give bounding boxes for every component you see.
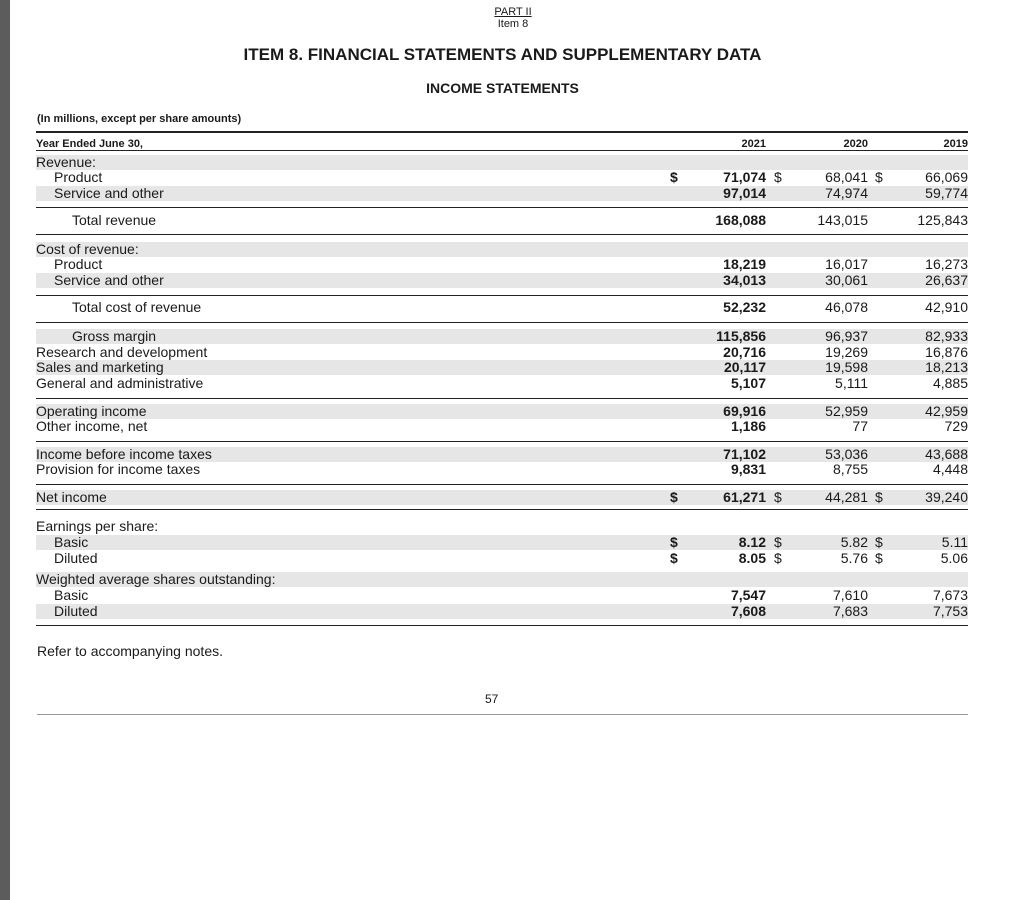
row-value-2021: 71,102	[723, 446, 766, 462]
row-value-2021: 71,074	[723, 169, 766, 185]
row-value-2019: 5.06	[940, 550, 968, 566]
currency-symbol: $	[875, 489, 883, 505]
row-value-2020: 5.76	[840, 550, 868, 566]
row-value-2020: 143,015	[817, 212, 868, 228]
table-row	[36, 273, 968, 288]
row-value-2021: 34,013	[723, 272, 766, 288]
year-header-2: 2020	[843, 138, 868, 150]
row-value-2019: 18,213	[925, 359, 968, 375]
table-row	[36, 155, 968, 170]
page-number: 57	[485, 692, 499, 706]
row-value-2019: 16,273	[925, 256, 968, 272]
row-label: Income before income taxes	[36, 446, 212, 462]
currency-symbol: $	[875, 550, 883, 566]
currency-symbol: $	[774, 534, 782, 550]
row-value-2021: 168,088	[715, 212, 766, 228]
year-header-1: 2021	[741, 138, 766, 150]
footnote: Refer to accompanying notes.	[37, 643, 223, 659]
page-title: ITEM 8. FINANCIAL STATEMENTS AND SUPPLEMENTARY DATA	[243, 45, 762, 64]
currency-symbol: $	[875, 169, 883, 185]
table-row	[36, 604, 968, 619]
row-value-2019: 16,876	[925, 344, 968, 360]
row-value-2021: 18,219	[723, 256, 766, 272]
table-row	[36, 345, 968, 360]
table-row	[36, 551, 968, 566]
row-value-2021: 69,916	[723, 403, 766, 419]
table-row	[36, 186, 968, 201]
currency-symbol: $	[875, 534, 883, 550]
row-value-2020: 44,281	[825, 489, 868, 505]
table-row	[36, 535, 968, 550]
row-value-2021: 61,271	[723, 489, 766, 505]
row-value-2019: 66,069	[925, 169, 968, 185]
row-label: Total revenue	[72, 212, 157, 228]
table-row	[36, 329, 968, 344]
row-value-2020: 7,683	[832, 603, 868, 619]
row-value-2020: 7,610	[832, 587, 868, 603]
table-rule	[36, 484, 968, 485]
row-label: Product	[54, 256, 103, 272]
table-row	[36, 419, 968, 434]
row-value-2021: 8.12	[738, 534, 766, 550]
row-value-2019: 4,448	[932, 461, 968, 477]
currency-symbol: $	[774, 169, 782, 185]
row-value-2021: 8.05	[738, 550, 766, 566]
row-value-2021: 5,107	[730, 375, 766, 391]
year-ended-label: Year Ended June 30,	[36, 138, 143, 150]
row-value-2021: 1,186	[730, 418, 766, 434]
table-rule	[36, 625, 968, 626]
row-value-2021: 9,831	[730, 461, 766, 477]
row-value-2019: 26,637	[925, 272, 968, 288]
row-value-2019: 82,933	[925, 328, 968, 344]
row-value-2019: 125,843	[917, 212, 968, 228]
row-label: Earnings per share:	[36, 518, 159, 534]
part-label: PART II	[494, 6, 532, 18]
footer-divider	[37, 714, 968, 715]
statement-title: INCOME STATEMENTS	[426, 80, 579, 96]
document-page	[10, 0, 1024, 900]
row-value-2019: 42,959	[925, 403, 968, 419]
row-label: Sales and marketing	[36, 359, 164, 375]
table-rule	[36, 131, 968, 133]
row-value-2020: 5.82	[840, 534, 868, 550]
row-value-2020: 74,974	[825, 185, 868, 201]
table-row	[36, 376, 968, 391]
row-value-2020: 68,041	[825, 169, 868, 185]
row-label: Service and other	[54, 272, 164, 288]
row-value-2019: 7,673	[932, 587, 968, 603]
row-value-2019: 42,910	[925, 299, 968, 315]
units-note: (In millions, except per share amounts)	[37, 113, 242, 125]
table-row	[36, 213, 968, 228]
table-row	[36, 170, 968, 185]
year-header-3: 2019	[943, 138, 968, 150]
row-label: Gross margin	[72, 328, 157, 344]
table-row	[36, 490, 968, 505]
currency-symbol: $	[670, 489, 678, 505]
row-value-2021: 97,014	[723, 185, 766, 201]
table-row	[36, 242, 968, 257]
table-rule	[36, 150, 968, 151]
row-value-2020: 53,036	[825, 446, 868, 462]
row-label: Diluted	[54, 550, 98, 566]
currency-symbol: $	[670, 169, 678, 185]
table-rule	[36, 441, 968, 442]
row-value-2021: 20,716	[723, 344, 766, 360]
table-row	[36, 462, 968, 477]
table-row	[36, 588, 968, 603]
row-label: Product	[54, 169, 103, 185]
row-label: Weighted average shares outstanding:	[36, 571, 276, 587]
row-value-2019: 7,753	[932, 603, 968, 619]
table-rule	[36, 295, 968, 296]
row-value-2019: 4,885	[932, 375, 968, 391]
row-label: Net income	[36, 489, 107, 505]
row-label: Cost of revenue:	[36, 241, 139, 257]
table-row	[36, 572, 968, 587]
table-row	[36, 257, 968, 272]
row-value-2021: 52,232	[723, 299, 766, 315]
row-value-2019: 729	[944, 418, 968, 434]
row-label: Service and other	[54, 185, 164, 201]
row-value-2020: 19,598	[825, 359, 868, 375]
currency-symbol: $	[670, 550, 678, 566]
row-label: Diluted	[54, 603, 98, 619]
row-label: General and administrative	[36, 375, 204, 391]
table-rule	[36, 234, 968, 235]
row-value-2020: 52,959	[825, 403, 868, 419]
row-value-2019: 5.11	[941, 534, 968, 550]
row-label: Provision for income taxes	[36, 461, 201, 477]
row-value-2019: 39,240	[925, 489, 968, 505]
row-value-2020: 5,111	[835, 375, 868, 391]
row-label: Other income, net	[36, 418, 148, 434]
row-value-2020: 8,755	[832, 461, 868, 477]
row-value-2020: 16,017	[825, 256, 868, 272]
row-value-2020: 19,269	[825, 344, 868, 360]
row-label: Basic	[54, 587, 89, 603]
table-row	[36, 519, 968, 534]
table-row	[36, 360, 968, 375]
row-value-2020: 46,078	[825, 299, 868, 315]
row-label: Total cost of revenue	[72, 299, 202, 315]
table-row	[36, 404, 968, 419]
row-value-2020: 96,937	[825, 328, 868, 344]
row-value-2021: 7,608	[730, 603, 766, 619]
table-rule	[36, 207, 968, 208]
table-rule	[36, 509, 968, 510]
row-label: Revenue:	[36, 154, 96, 170]
row-value-2020: 77	[852, 418, 868, 434]
row-value-2019: 43,688	[925, 446, 968, 462]
row-label: Basic	[54, 534, 89, 550]
table-rule	[36, 398, 968, 399]
currency-symbol: $	[774, 550, 782, 566]
row-value-2019: 59,774	[925, 185, 968, 201]
table-row	[36, 300, 968, 315]
row-value-2020: 30,061	[825, 272, 868, 288]
row-value-2021: 20,117	[723, 359, 766, 375]
row-label: Operating income	[36, 403, 147, 419]
table-row	[36, 447, 968, 462]
item-label: Item 8	[497, 18, 529, 30]
currency-symbol: $	[670, 534, 678, 550]
currency-symbol: $	[774, 489, 782, 505]
row-value-2021: 115,856	[716, 328, 766, 344]
row-label: Research and development	[36, 344, 208, 360]
row-value-2021: 7,547	[730, 587, 766, 603]
table-rule	[36, 322, 968, 323]
